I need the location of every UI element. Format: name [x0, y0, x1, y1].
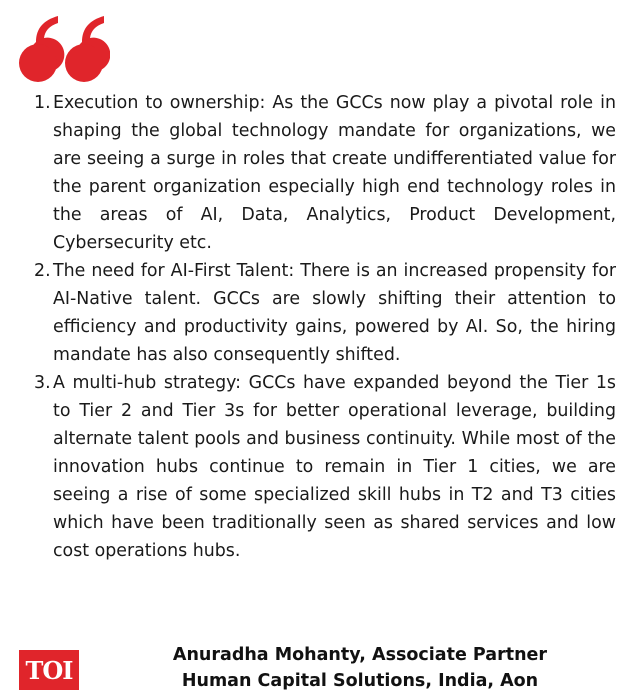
opening-quote-icon [16, 14, 110, 84]
list-item [34, 257, 616, 369]
list-item-text: The need for AI-First Talent: There is an increased propensity for AI-Native talent. GCCs are slowly shifting their attention to efficiency and productivity gains, powered by AI. So, the hiring mandate has also consequently shifted. [53, 261, 616, 365]
toi-logo-text: TOI [25, 655, 73, 685]
attribution-org-line: Human Capital Solutions, India, Aon [181, 671, 539, 691]
toi-logo [19, 650, 79, 690]
list-item-number: 2. [34, 261, 51, 281]
attribution [100, 642, 620, 694]
list-item-number: 3. [34, 373, 51, 393]
list-item [34, 89, 616, 257]
attribution-name-line: Anuradha Mohanty, Associate Partner [172, 645, 548, 665]
numbered-list [34, 89, 616, 639]
list-item-number: 1. [34, 93, 51, 113]
list-item-text: Execution to ownership: As the GCCs now play a pivotal role in shaping the global technology mandate for organizations, we are seeing a surge in roles that create undifferentiated value for the parent organization especially high end technology roles in the areas of AI, Data, Analytics, Product Development, Cybersecurity etc. [53, 93, 616, 253]
list-item-text: A multi-hub strategy: GCCs have expanded beyond the Tier 1s to Tier 2 and Tier 3s for better operational leverage, building alternate talent pools and business continuity. While most of the innovation hubs continue to remain in Tier 1 cities, we are seeing a rise of some specialized skill hubs in T2 and T3 cities which have been traditionally seen as shared services and low cost operations hubs. [53, 373, 616, 561]
list-item [34, 369, 616, 565]
